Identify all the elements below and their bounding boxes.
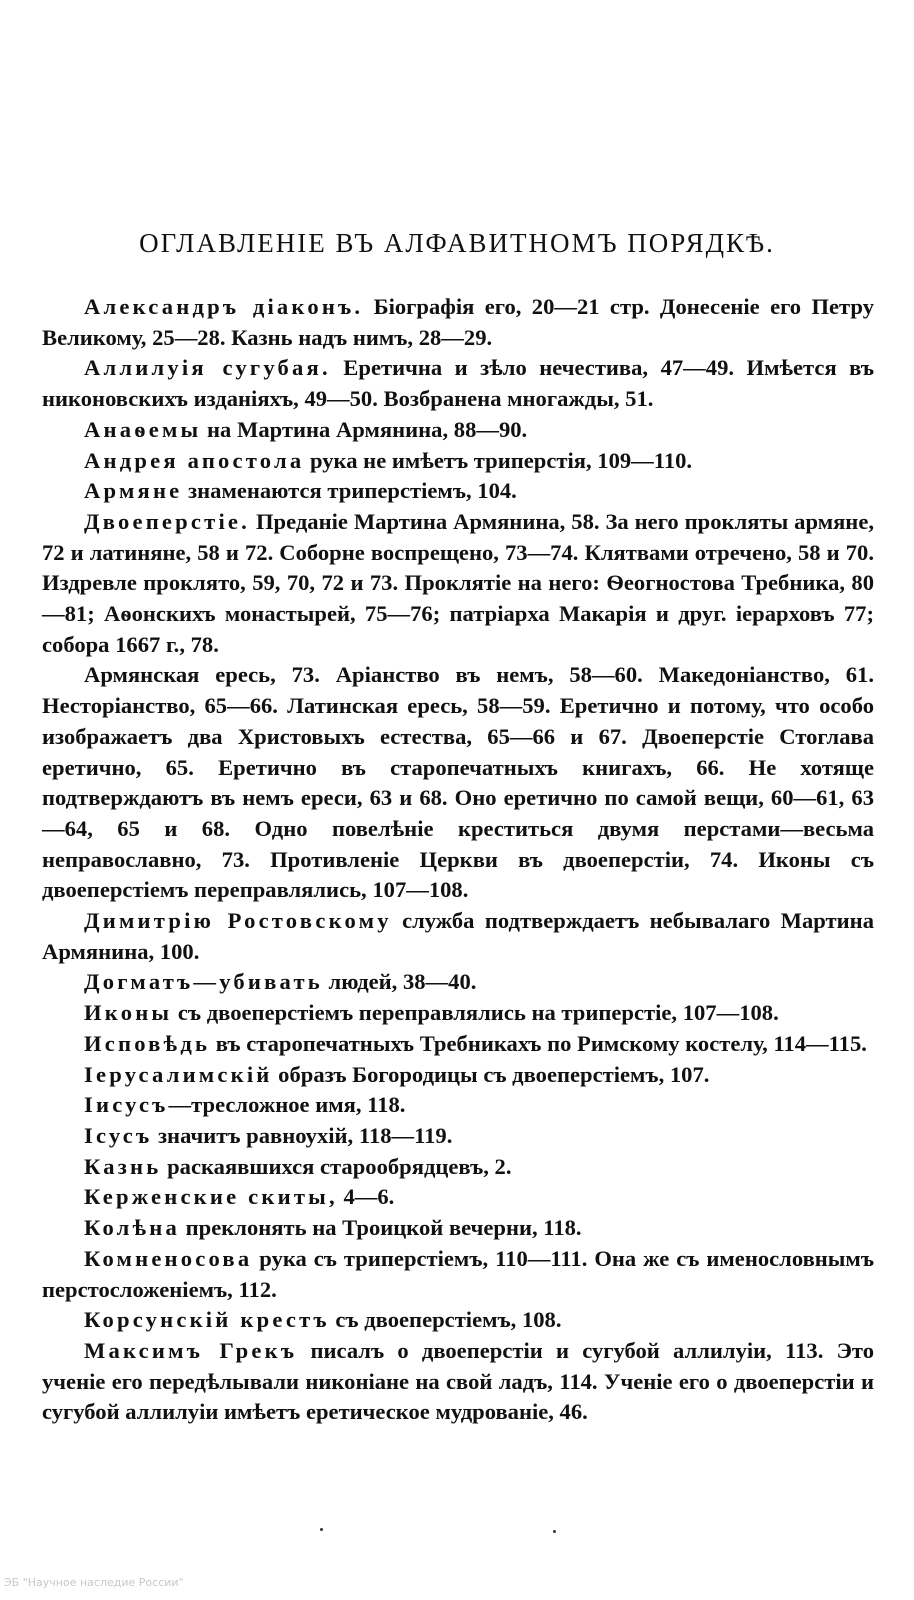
index-entry xyxy=(42,292,874,353)
index-entry xyxy=(42,1213,874,1244)
entry-heading: Казнь xyxy=(84,1153,162,1179)
entry-text: Еретична и зѣло нечестива, 47—49. Имѣется въ никоновскихъ изданіяхъ, 49—50. Возбранена многажды, 51. xyxy=(42,355,874,412)
print-speck xyxy=(553,1530,556,1533)
entry-heading: Ісусъ xyxy=(84,1122,153,1148)
entry-text: рука съ триперстіемъ, 110—111. Она же съ именословнымъ перстосложеніемъ, 112. xyxy=(42,1245,874,1302)
index-entries xyxy=(42,292,874,1428)
entry-text: съ двоеперстіемъ переправлялись на триперстіе, 107—108. xyxy=(172,1000,779,1026)
entry-heading: Колѣна xyxy=(84,1215,181,1241)
entry-text: людей, 38—40. xyxy=(322,969,477,995)
entry-text: раскаявшихся старообрядцевъ, 2. xyxy=(161,1153,512,1179)
page-title: ОГЛАВЛЕНІЕ ВЪ АЛФАВИТНОМЪ ПОРЯДКѢ. xyxy=(139,228,775,258)
index-entry xyxy=(42,476,874,507)
index-entry xyxy=(42,967,874,998)
entry-text: —тресложное имя, 118. xyxy=(168,1092,406,1118)
index-entry xyxy=(42,1336,874,1428)
index-entry xyxy=(42,446,874,477)
index-entry xyxy=(42,1060,874,1091)
entry-text: Преданіе Мартина Армянина, 58. За него прокляты армяне, 72 и латиняне, 58 и 72. Соборне воспрещено, 73—74. Клятвами отречено, 58 и 70. Издревле проклято, 59, 70, 72 и 73. Проклятіе на него: Ѳеогностова Требника, 80—81; Аѳонскихъ монастырей, 75—76; патріарха Макарія и друг. іерарховъ 77; собора 1667 г., 78. xyxy=(42,508,874,657)
entry-text: писалъ о двоеперстіи и сугубой аллилуіи, 113. Это ученіе его передѣлывали никоніане на свой ладъ, 114. Ученіе его о двоеперстіи и сугубой аллилуіи имѣетъ еретическое мудрованіе, 46. xyxy=(42,1337,874,1425)
index-entry xyxy=(42,507,874,661)
entry-heading: Димитрію Ростовскому xyxy=(84,908,392,934)
index-entry xyxy=(42,1182,874,1213)
entry-heading: Корсунскій крестъ xyxy=(84,1307,330,1333)
entry-heading: Двоеперстіе. xyxy=(84,508,251,534)
entry-heading: Исповѣдь xyxy=(84,1030,211,1056)
entry-text: 4—6. xyxy=(337,1184,395,1210)
entry-heading: Догматъ—убивать xyxy=(84,969,323,995)
entry-heading: Армяне xyxy=(84,478,183,504)
index-entry xyxy=(42,353,874,414)
index-entry xyxy=(42,1029,874,1060)
entry-heading: Комненосова xyxy=(84,1245,253,1271)
entry-heading: Иконы xyxy=(84,1000,173,1026)
entry-text: рука не имѣетъ триперстія, 109—110. xyxy=(304,447,693,473)
index-entry xyxy=(42,1090,874,1121)
entry-heading: Максимъ Грекъ xyxy=(84,1337,298,1363)
entry-text: служба подтверждаетъ небывалаго Мартина Армянина, 100. xyxy=(42,908,874,964)
index-entry-continuation xyxy=(42,660,874,906)
entry-text: на Мартина Армянина, 88—90. xyxy=(201,416,528,442)
entry-heading: Андрея апостола xyxy=(84,447,305,473)
entry-text: Армянская ересь, 73. Аріанство въ немъ, 58—60. Македоніанство, 61. Несторіанство, 65—66. Латинская ересь, 58—59. Еретично и потому, что особо изображаетъ два Христовыхъ естества, 65—66 и 67. Двоеперстіе Стоглава еретично, 65. Еретично въ старопечатныхъ книгахъ, 66. Не хотяще подтверждаютъ въ немъ ереси, 63 и 68. Оно еретично по самой вещи, 60—61, 63—64, 65 и 68. Одно повелѣніе креститься двумя перстами—весьма неправославно, 73. Противленіе Церкви въ двоеперстіи, 74. Иконы съ двоеперстіемъ переправлялись, 107—108. xyxy=(42,662,874,903)
entry-heading: Керженские скиты, xyxy=(84,1184,338,1210)
index-entry xyxy=(42,906,874,967)
entry-text: преклонять на Троицкой вечерни, 118. xyxy=(180,1215,582,1241)
index-entry xyxy=(42,1244,874,1305)
entry-text: знаменаются триперстіемъ, 104. xyxy=(182,478,517,504)
entry-heading: Анаѳемы xyxy=(84,416,202,442)
entry-text: въ старопечатныхъ Требникахъ по Римскому костелу, 114—115. xyxy=(210,1030,867,1056)
index-entry xyxy=(42,1305,874,1336)
entry-heading: Іерусалимскій xyxy=(84,1061,273,1087)
entry-text: съ двоеперстіемъ, 108. xyxy=(329,1307,562,1333)
watermark-text: ЭБ "Научное наследие России" xyxy=(4,1576,184,1589)
index-entry xyxy=(42,415,874,446)
entry-text: Біографія его, 20—21 стр. Донесеніе его Петру Великому, 25—28. Казнь надъ нимъ, 28—29. xyxy=(42,294,874,350)
entry-heading: Іисусъ xyxy=(84,1092,169,1118)
entry-heading: Аллилуія сугубая. xyxy=(84,355,331,381)
print-speck xyxy=(320,1528,323,1531)
entry-heading: Александръ діаконъ. xyxy=(84,294,364,319)
entry-text: значитъ равноухій, 118—119. xyxy=(152,1122,453,1148)
index-entry xyxy=(42,998,874,1029)
index-entry xyxy=(42,1121,874,1152)
entry-text: образъ Богородицы съ двоеперстіемъ, 107. xyxy=(272,1061,710,1087)
index-entry xyxy=(42,1152,874,1183)
